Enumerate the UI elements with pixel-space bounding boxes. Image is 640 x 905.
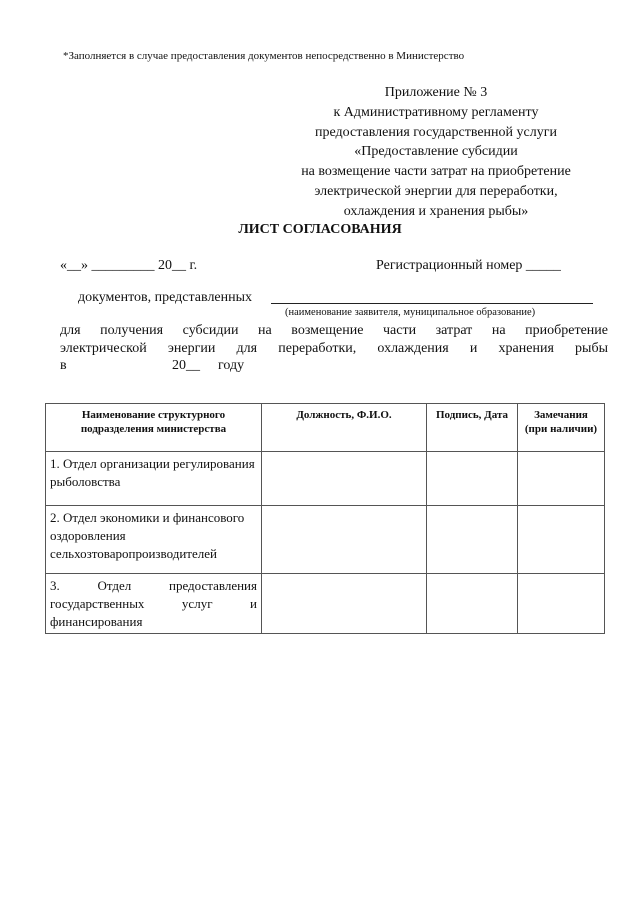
- signature-date-cell[interactable]: [427, 574, 518, 634]
- appendix-line: предоставления государственной услуги: [315, 124, 557, 140]
- registration-number-field: Регистрационный номер _____: [376, 258, 561, 273]
- applicant-name-underline: [271, 303, 593, 304]
- appendix-line: «Предоставление субсидии: [354, 144, 518, 160]
- remarks-cell[interactable]: [518, 506, 605, 574]
- documents-label: документов, представленных: [78, 290, 253, 305]
- date-field: «__» _________ 20__ г.: [60, 258, 198, 273]
- table-header-row: [46, 404, 605, 452]
- header-signature-date: Подпись, Дата: [427, 404, 518, 452]
- appendix-line: охлаждения и хранения рыбы»: [343, 203, 529, 219]
- remarks-cell[interactable]: [518, 574, 605, 634]
- document-title: ЛИСТ СОГЛАСОВАНИЯ: [238, 222, 402, 237]
- department-cell: 1. Отдел организации регулирования рыболовства: [46, 452, 262, 506]
- purpose-line-3: [60, 358, 244, 374]
- header-position-name: Должность, Ф.И.О.: [262, 404, 427, 452]
- position-name-cell[interactable]: [262, 574, 427, 634]
- purpose-line-2: электрической энергии для переработки, охлаждения и хранения рыбы: [60, 341, 608, 356]
- footnote: *Заполняется в случае предоставления документов непосредственно в Министерство: [63, 50, 465, 62]
- remarks-cell[interactable]: [518, 452, 605, 506]
- signature-date-cell[interactable]: [427, 452, 518, 506]
- appendix-block: [266, 83, 606, 222]
- purpose-line-1: для получения субсидии на возмещение части затрат на приобретение: [60, 323, 608, 338]
- department-cell: 3. Отдел предоставления государственных услуг и финансирования: [46, 574, 262, 634]
- position-name-cell[interactable]: [262, 506, 427, 574]
- appendix-line: электрической энергии для переработки,: [314, 183, 558, 199]
- purpose-year-field: 20__: [172, 358, 200, 373]
- header-department: Наименование структурного подразделения министерства: [46, 404, 262, 452]
- applicant-name-hint: (наименование заявителя, муниципальное образование): [285, 307, 536, 318]
- table-row: [46, 452, 605, 506]
- appendix-line: Приложение № 3: [384, 85, 488, 100]
- table-row: [46, 506, 605, 574]
- signature-date-cell[interactable]: [427, 506, 518, 574]
- appendix-line: к Административному регламенту: [333, 104, 539, 120]
- purpose-line-3-end: году: [218, 358, 245, 373]
- purpose-line-3-start: в: [60, 358, 67, 373]
- header-remarks: Замечания (при наличии): [518, 404, 605, 452]
- department-cell: 2. Отдел экономики и финансового оздоровления сельхозтоваропроизводителей: [46, 506, 262, 574]
- appendix-line: на возмещение части затрат на приобретение: [301, 164, 571, 180]
- table-row: [46, 574, 605, 634]
- approval-table: [45, 403, 605, 634]
- position-name-cell[interactable]: [262, 452, 427, 506]
